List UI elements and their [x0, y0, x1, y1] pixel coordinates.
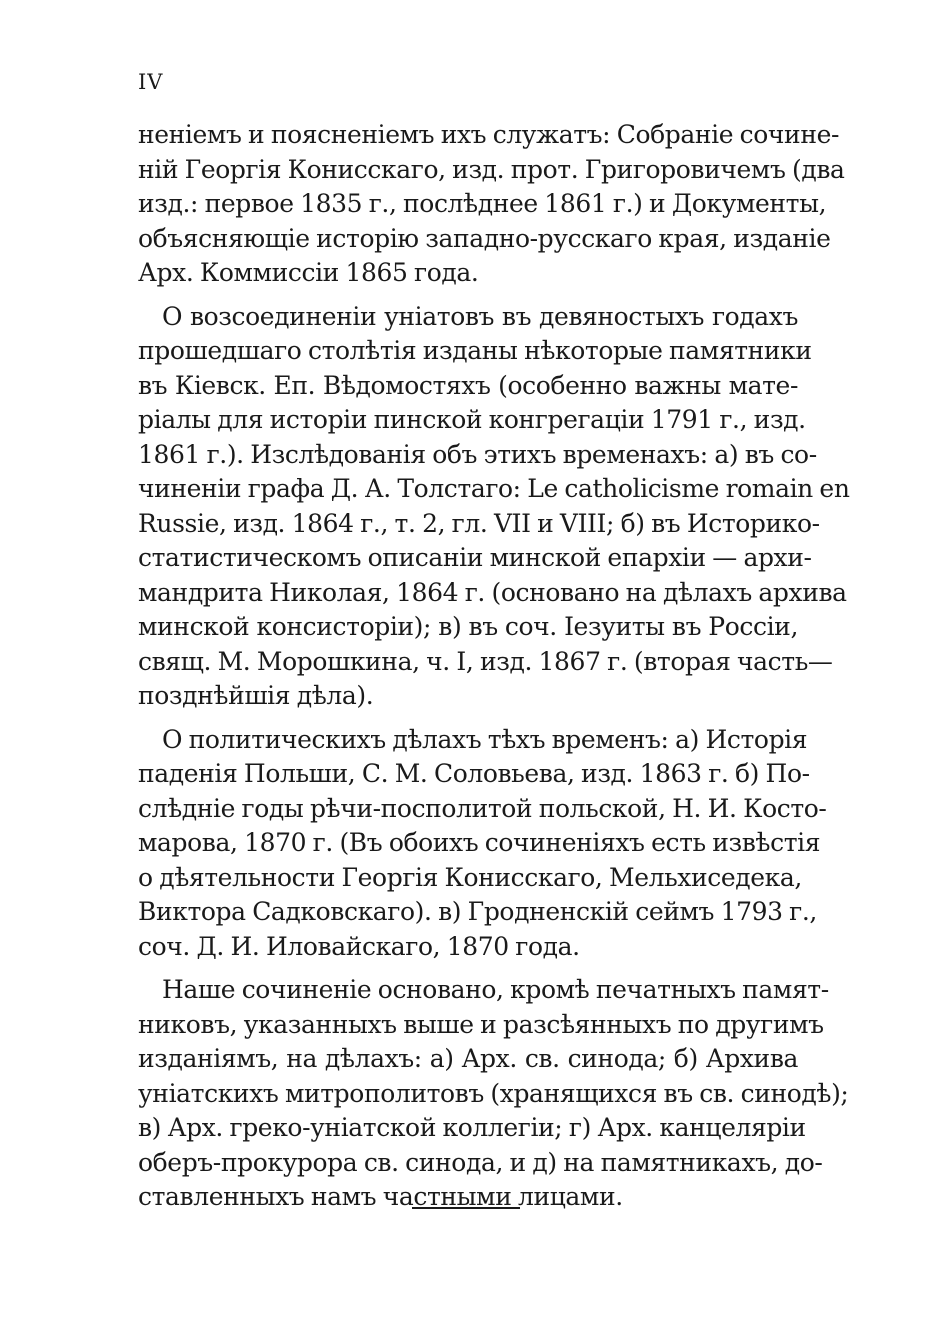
- text-line: о дѣятельности Георгія Конисскаго, Мельхиседека,: [138, 862, 802, 892]
- text-line: 1861 г.). Изслѣдованія объ этихъ временахъ: а) въ со-: [138, 439, 817, 469]
- text-line: марова, 1870 г. (Въ обоихъ сочиненіяхъ есть извѣстія: [138, 828, 821, 857]
- paragraph-political-affairs: [138, 723, 827, 965]
- text-line: мандрита Николая, 1864 г. (основано на дѣлахъ архива: [138, 577, 847, 607]
- text-line: никовъ, указанныхъ выше и разсѣянныхъ по другимъ: [138, 1009, 824, 1039]
- page-number: IV: [138, 70, 164, 94]
- text-line: в) Арх. греко-уніатской коллегіи; г) Арх. канцеляріи: [138, 1113, 806, 1142]
- text-line: Наше сочиненіе основано, кромѣ печатныхъ памят-: [162, 975, 829, 1004]
- paragraph-sources-continued: [138, 118, 845, 291]
- text-line: изд.: первое 1835 г., послѣднее 1861 г.) и Документы,: [138, 189, 827, 218]
- text-line: минской консисторіи); в) въ соч. Іезуиты въ Россіи,: [138, 612, 798, 641]
- body-text: [138, 118, 850, 1215]
- text-line: ставленныхъ намъ частными лицами.: [138, 1182, 623, 1211]
- text-line: соч. Д. И. Иловайскаго, 1870 года.: [138, 931, 580, 961]
- text-line: ній Георгія Конисскаго, изд. прот. Григоровичемъ (два: [138, 154, 845, 184]
- text-line: ріалы для исторіи пинской конгрегаціи 1791 г., изд.: [138, 405, 806, 434]
- text-line: паденія Польши, С. М. Соловьева, изд. 1863 г. б) По-: [138, 759, 810, 788]
- text-line: чиненіи графа Д. А. Толстаго: Le catholicisme romain en: [138, 474, 850, 503]
- paragraph-archival-sources: [138, 973, 849, 1215]
- text-line: прошедшаго столѣтія изданы нѣкоторые памятники: [138, 336, 812, 365]
- text-line: уніатскихъ митрополитовъ (хранящихся въ св. синодѣ);: [138, 1078, 849, 1108]
- text-line: свящ. М. Морошкина, ч. I, изд. 1867 г. (вторая часть—: [138, 646, 833, 676]
- text-line: изданіямъ, на дѣлахъ: а) Арх. св. синода; б) Архива: [138, 1044, 798, 1073]
- text-line: слѣдніе годы рѣчи-посполитой польской, Н. И. Косто-: [138, 793, 827, 823]
- text-line: позднѣйшія дѣла).: [138, 681, 374, 710]
- text-line: О возсоединеніи уніатовъ въ девяностыхъ годахъ: [162, 301, 798, 331]
- text-line: объясняющіе исторію западно-русскаго края, изданіе: [138, 223, 831, 253]
- text-line: Виктора Садковскаго). в) Гродненскій сеймъ 1793 г.,: [138, 897, 817, 926]
- text-line: неніемъ и поясненіемъ ихъ служатъ: Собраніе сочине-: [138, 120, 840, 149]
- text-line: оберъ-прокурора св. синода, и д) на памятникахъ, до-: [138, 1147, 823, 1177]
- section-end-rule: [412, 1207, 520, 1209]
- text-line: въ Кіевск. Еп. Вѣдомостяхъ (особенно важны мате-: [138, 370, 798, 400]
- text-line: Russie, изд. 1864 г., т. 2, гл. VII и VIII; б) въ Историко-: [138, 508, 820, 538]
- text-line: статистическомъ описаніи минской епархіи — архи-: [138, 543, 812, 572]
- text-line: О политическихъ дѣлахъ тѣхъ временъ: а) Исторія: [162, 724, 808, 754]
- text-line: Арх. Коммиссіи 1865 года.: [138, 258, 479, 287]
- paragraph-reunification-of-uniates: [138, 300, 850, 714]
